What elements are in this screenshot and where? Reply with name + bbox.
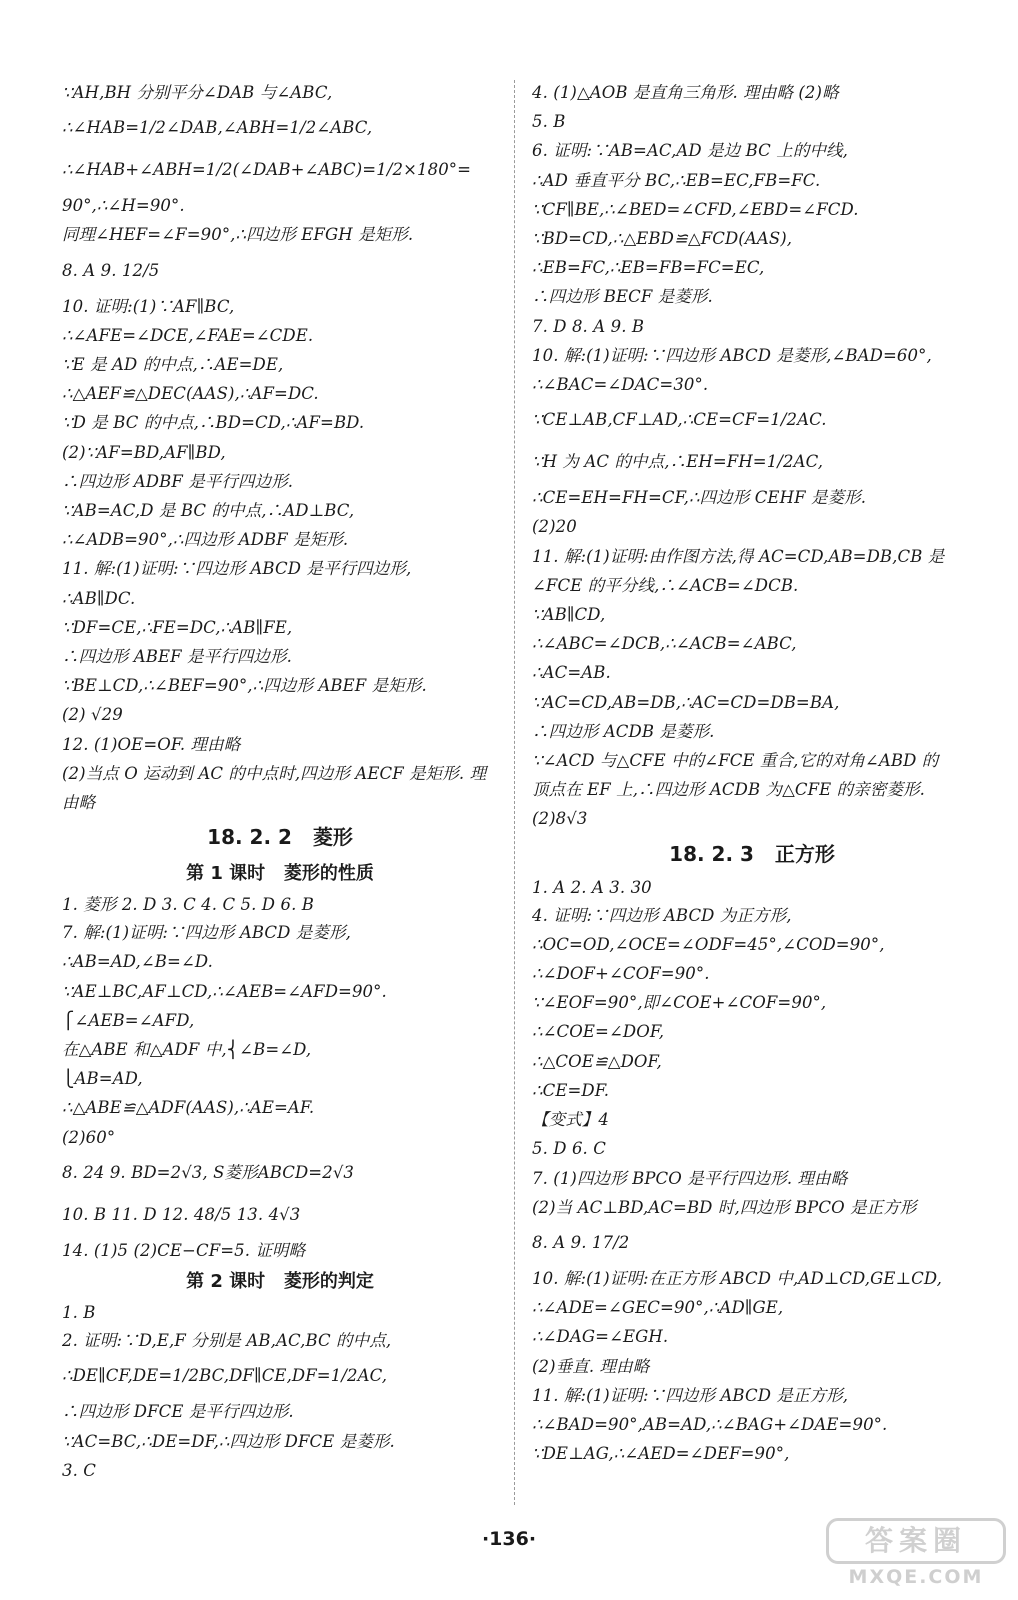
answer-line: 1. B: [62, 1303, 96, 1323]
answer-line: ∴∠ADB=90°,∴四边形 ADBF 是矩形.: [62, 530, 349, 550]
answer-line: ∴四边形 ADBF 是平行四边形.: [62, 471, 294, 491]
answer-line: ⎧∠AEB=∠AFD,: [62, 1010, 195, 1030]
right-column: [532, 78, 972, 1468]
answer-line: ∵AB∥CD,: [532, 605, 606, 625]
answer-line: ∴△AEF≌△DEC(AAS),∴AF=DC.: [62, 384, 319, 404]
lesson-heading: 第 2 课时 菱形的判定: [186, 1271, 374, 1293]
answer-line: ∴四边形 BECF 是菱形.: [532, 287, 713, 307]
answer-line: ∵AH,BH 分别平分∠DAB 与∠ABC,: [62, 83, 333, 102]
answer-line: 10. 证明:(1)∵AF∥BC,: [62, 296, 235, 316]
answer-line: ∴EB=FC,∴EB=FB=FC=EC,: [532, 258, 765, 278]
answer-line: ∴∠ADE=∠GEC=90°,∴AD∥GE,: [532, 1298, 784, 1318]
answer-line: ∴AD 垂直平分 BC,∴EB=EC,FB=FC.: [532, 170, 821, 190]
answer-line: ∴AB∥DC.: [62, 588, 136, 608]
answer-line: (2) √29: [62, 705, 123, 725]
answer-line: ∴∠DOF+∠COF=90°.: [532, 964, 710, 984]
section-heading: 18. 2. 2 菱形: [207, 825, 353, 850]
answer-line: 12. (1)OE=OF. 理由略: [62, 734, 241, 754]
answer-line: ∴四边形 ACDB 是菱形.: [532, 721, 715, 741]
answer-line: (2)当 AC⊥BD,AC=BD 时,四边形 BPCO 是正方形: [532, 1197, 917, 1217]
answer-line: ∠FCE 的平分线,∴∠ACB=∠DCB.: [532, 575, 799, 595]
answer-line: 4. 证明:∵四边形 ABCD 为正方形,: [532, 905, 792, 925]
answer-line: ∴∠HAB+∠ABH=1/2(∠DAB+∠ABC)=1/2×180°=: [62, 160, 472, 180]
answer-line: 在△ABE 和△ADF 中,⎨∠B=∠D,: [62, 1040, 312, 1060]
answer-line: (2)60°: [62, 1127, 116, 1147]
answer-line: 2. 证明:∵D,E,F 分别是 AB,AC,BC 的中点,: [62, 1331, 392, 1351]
watermark-url: MXQE.COM: [848, 1566, 984, 1588]
answer-line: ∵AC=BC,∴DE=DF,∴四边形 DFCE 是菱形.: [62, 1431, 395, 1451]
answer-line: 5. D 6. C: [532, 1139, 606, 1159]
answer-line: ⎩AB=AD,: [62, 1069, 143, 1089]
answer-line: ∵BD=CD,∴△EBD≌△FCD(AAS),: [532, 229, 793, 249]
answer-line: ∵H 为 AC 的中点,∴EH=FH=1/2AC,: [532, 452, 824, 472]
answer-line: ∵AC=CD,AB=DB,∴AC=CD=DB=BA,: [532, 692, 840, 712]
answer-line: 【变式】4: [532, 1110, 609, 1130]
answer-line: ∵CF∥BE,∴∠BED=∠CFD,∠EBD=∠FCD.: [532, 199, 859, 219]
answer-line: ∴∠BAD=90°,AB=AD,∴∠BAG+∠DAE=90°.: [532, 1414, 888, 1434]
answer-line: ∴四边形 ABEF 是平行四边形.: [62, 647, 292, 667]
answer-line: 14. (1)5 (2)CE−CF=5. 证明略: [62, 1240, 306, 1260]
section-heading: 18. 2. 3 正方形: [669, 841, 835, 866]
answer-line: 同理∠HEF=∠F=90°,∴四边形 EFGH 是矩形.: [62, 225, 414, 245]
answer-line: ∴∠ABC=∠DCB,∴∠ACB=∠ABC,: [532, 634, 797, 654]
answer-line: ∴△COE≌△DOF,: [532, 1051, 662, 1071]
answer-line: ∴∠HAB=1/2∠DAB,∠ABH=1/2∠ABC,: [62, 118, 373, 138]
answer-line: ∴∠AFE=∠DCE,∠FAE=∠CDE.: [62, 325, 314, 345]
answer-line: 3. C: [62, 1460, 97, 1480]
answer-line: (2)当点 O 运动到 AC 的中点时,四边形 AECF 是矩形. 理: [62, 763, 487, 783]
answer-line: 8. A 9. 17/2: [532, 1232, 630, 1252]
answer-line: ∴∠COE=∠DOF,: [532, 1022, 665, 1042]
answer-line: 7. 解:(1)证明:∵四边形 ABCD 是菱形,: [62, 923, 351, 943]
answer-line: 4. (1)△AOB 是直角三角形. 理由略 (2)略: [532, 83, 839, 102]
watermark-logo: [826, 1518, 1006, 1590]
answer-line: 6. 证明:∵AB=AC,AD 是边 BC 上的中线,: [532, 141, 848, 161]
answer-line: 由略: [62, 793, 96, 813]
answer-line: (2)∵AF=BD,AF∥BD,: [62, 442, 226, 462]
answer-line: 11. 解:(1)证明:∵四边形 ABCD 是正方形,: [532, 1385, 849, 1405]
answer-line: ∴DE∥CF,DE=1/2BC,DF∥CE,DF=1/2AC,: [62, 1366, 388, 1386]
answer-line: ∵∠ACD 与△CFE 中的∠FCE 重合,它的对角∠ABD 的: [532, 751, 939, 771]
left-column: [62, 78, 498, 1485]
watermark-title: 答案圈: [826, 1518, 1006, 1564]
answer-line: 8. A 9. 12/5: [62, 260, 160, 280]
answer-line: ∵AE⊥BC,AF⊥CD,∴∠AEB=∠AFD=90°.: [62, 981, 387, 1001]
answer-line: 1. A 2. A 3. 30: [532, 877, 652, 897]
answer-line: 顶点在 EF 上,∴四边形 ACDB 为△CFE 的亲密菱形.: [532, 780, 926, 800]
answer-line: ∵D 是 BC 的中点,∴BD=CD,∴AF=BD.: [62, 413, 365, 433]
column-divider: [514, 80, 515, 1505]
page-number: ·136·: [481, 1528, 537, 1550]
answer-line: ∵AB=AC,D 是 BC 的中点,∴AD⊥BC,: [62, 501, 355, 521]
answer-line: 1. 菱形 2. D 3. C 4. C 5. D 6. B: [62, 895, 314, 915]
answer-line: ∵CE⊥AB,CF⊥AD,∴CE=CF=1/2AC.: [532, 410, 827, 430]
answer-line: ∵E 是 AD 的中点,∴AE=DE,: [62, 355, 284, 375]
answer-line: ∴AC=AB.: [532, 663, 611, 683]
answer-line: ∴OC=OD,∠OCE=∠ODF=45°,∠COD=90°,: [532, 934, 885, 954]
answer-line: (2)8√3: [532, 809, 588, 829]
answer-line: ∴CE=DF.: [532, 1080, 610, 1100]
answer-line: ∴△ABE≌△ADF(AAS),∴AE=AF.: [62, 1098, 315, 1118]
answer-line: 10. B 11. D 12. 48/5 13. 4√3: [62, 1204, 301, 1224]
answer-line: ∵DE⊥AG,∴∠AED=∠DEF=90°,: [532, 1444, 790, 1464]
answer-line: ∴∠BAC=∠DAC=30°.: [532, 375, 709, 395]
lesson-heading: 第 1 课时 菱形的性质: [186, 863, 374, 885]
answer-line: ∴四边形 DFCE 是平行四边形.: [62, 1402, 294, 1422]
answer-line: 10. 解:(1)证明:在正方形 ABCD 中,AD⊥CD,GE⊥CD,: [532, 1268, 942, 1288]
answer-line: 11. 解:(1)证明:由作图方法,得 AC=CD,AB=DB,CB 是: [532, 546, 945, 566]
answer-line: 7. (1)四边形 BPCO 是平行四边形. 理由略: [532, 1168, 848, 1188]
answer-line: 90°,∴∠H=90°.: [62, 196, 185, 216]
answer-line: ∴∠DAG=∠EGH.: [532, 1327, 669, 1347]
answer-line: (2)垂直. 理由略: [532, 1356, 650, 1376]
answer-line: ∴CE=EH=FH=CF,∴四边形 CEHF 是菱形.: [532, 488, 867, 508]
answer-line: ∵∠EOF=90°,即∠COE+∠COF=90°,: [532, 993, 827, 1013]
answer-line: 7. D 8. A 9. B: [532, 316, 645, 336]
answer-line: ∵DF=CE,∴FE=DC,∴AB∥FE,: [62, 617, 293, 637]
answer-line: 11. 解:(1)证明:∵四边形 ABCD 是平行四边形,: [62, 559, 412, 579]
answer-line: (2)20: [532, 517, 577, 537]
answer-line: ∵BE⊥CD,∴∠BEF=90°,∴四边形 ABEF 是矩形.: [62, 676, 427, 696]
answer-line: 8. 24 9. BD=2√3, S菱形ABCD=2√3: [62, 1162, 355, 1182]
answer-line: 10. 解:(1)证明:∵四边形 ABCD 是菱形,∠BAD=60°,: [532, 345, 932, 365]
answer-line: 5. B: [532, 112, 566, 132]
answer-line: ∴AB=AD,∠B=∠D.: [62, 952, 213, 972]
